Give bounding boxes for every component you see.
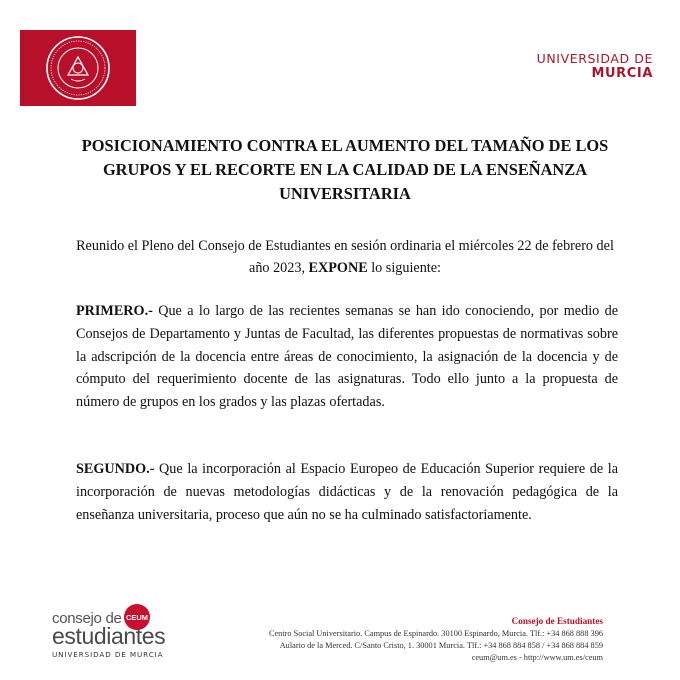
ceum-badge: CEUM <box>124 604 150 630</box>
intro-suffix: lo siguiente: <box>367 260 441 276</box>
university-name <box>537 51 653 81</box>
document-title: POSICIONAMIENTO CONTRA EL AUMENTO DEL TAMAÑO DE LOS GRUPOS Y EL RECORTE EN LA CALIDAD DE LA ENSEÑANZA UNIVERSITARIA <box>81 136 609 203</box>
university-seal-icon <box>45 35 111 101</box>
footer-contact <box>269 615 603 664</box>
intro-prefix: Reunido el Pleno del Consejo de Estudiantes en sesión ordinaria el miércoles 22 de febrero del año 2023, <box>76 238 614 276</box>
paragraph-text: Que a lo largo de las recientes semanas se han ido conociendo, por medio de Consejos de Departamento y Juntas de Facultad, las diferentes propuestas de normativas sobre la adscripción de la docencia entre áreas de conocimiento, la asignación de la docencia y de cómputo del requerimiento docente de las asignaturas. Todo ello junto a la propuesta de número de grupos en los grados y las plazas ofertadas. <box>76 303 618 411</box>
ceum-logo <box>52 604 172 664</box>
logo-university-text: UNIVERSIDAD DE MURCIA <box>52 650 164 659</box>
paragraph-label: PRIMERO.- <box>76 303 153 319</box>
university-name-line1: UNIVERSIDAD DE <box>536 51 653 66</box>
paragraph-primero <box>76 300 618 414</box>
logo-consejo-text: consejo de <box>52 610 122 627</box>
footer-address-1: Centro Social Universitario. Campus de Espinardo. 30100 Espinardo, Murcia. Tlf.: +34 868 888 396 <box>268 629 603 638</box>
paragraph-segundo <box>76 458 618 526</box>
university-logo <box>20 30 136 106</box>
footer-contact-links[interactable]: ceum@um.es - http://www.um.es/ceum <box>471 653 603 662</box>
intro-paragraph <box>70 235 620 279</box>
intro-bold: EXPONE <box>308 260 368 276</box>
footer-address-2: Aulario de la Merced. C/Santo Cristo, 1. 30001 Murcia. Tlf.: +34 868 884 858 / +34 868 884 859 <box>279 641 603 650</box>
paragraph-label: SEGUNDO.- <box>76 461 155 477</box>
logo-estudiantes-text: estudiantes <box>52 623 166 649</box>
footer-org-name: Consejo de Estudiantes <box>511 616 603 626</box>
paragraph-text: Que la incorporación al Espacio Europeo de Educación Superior requiere de la incorporación de nuevas metodologías didácticas y de la renovación pedagógica de la enseñanza universitaria, proceso que aún no se ha culminado satisfactoriamente. <box>76 461 618 523</box>
university-name-line2: MURCIA <box>591 66 653 81</box>
